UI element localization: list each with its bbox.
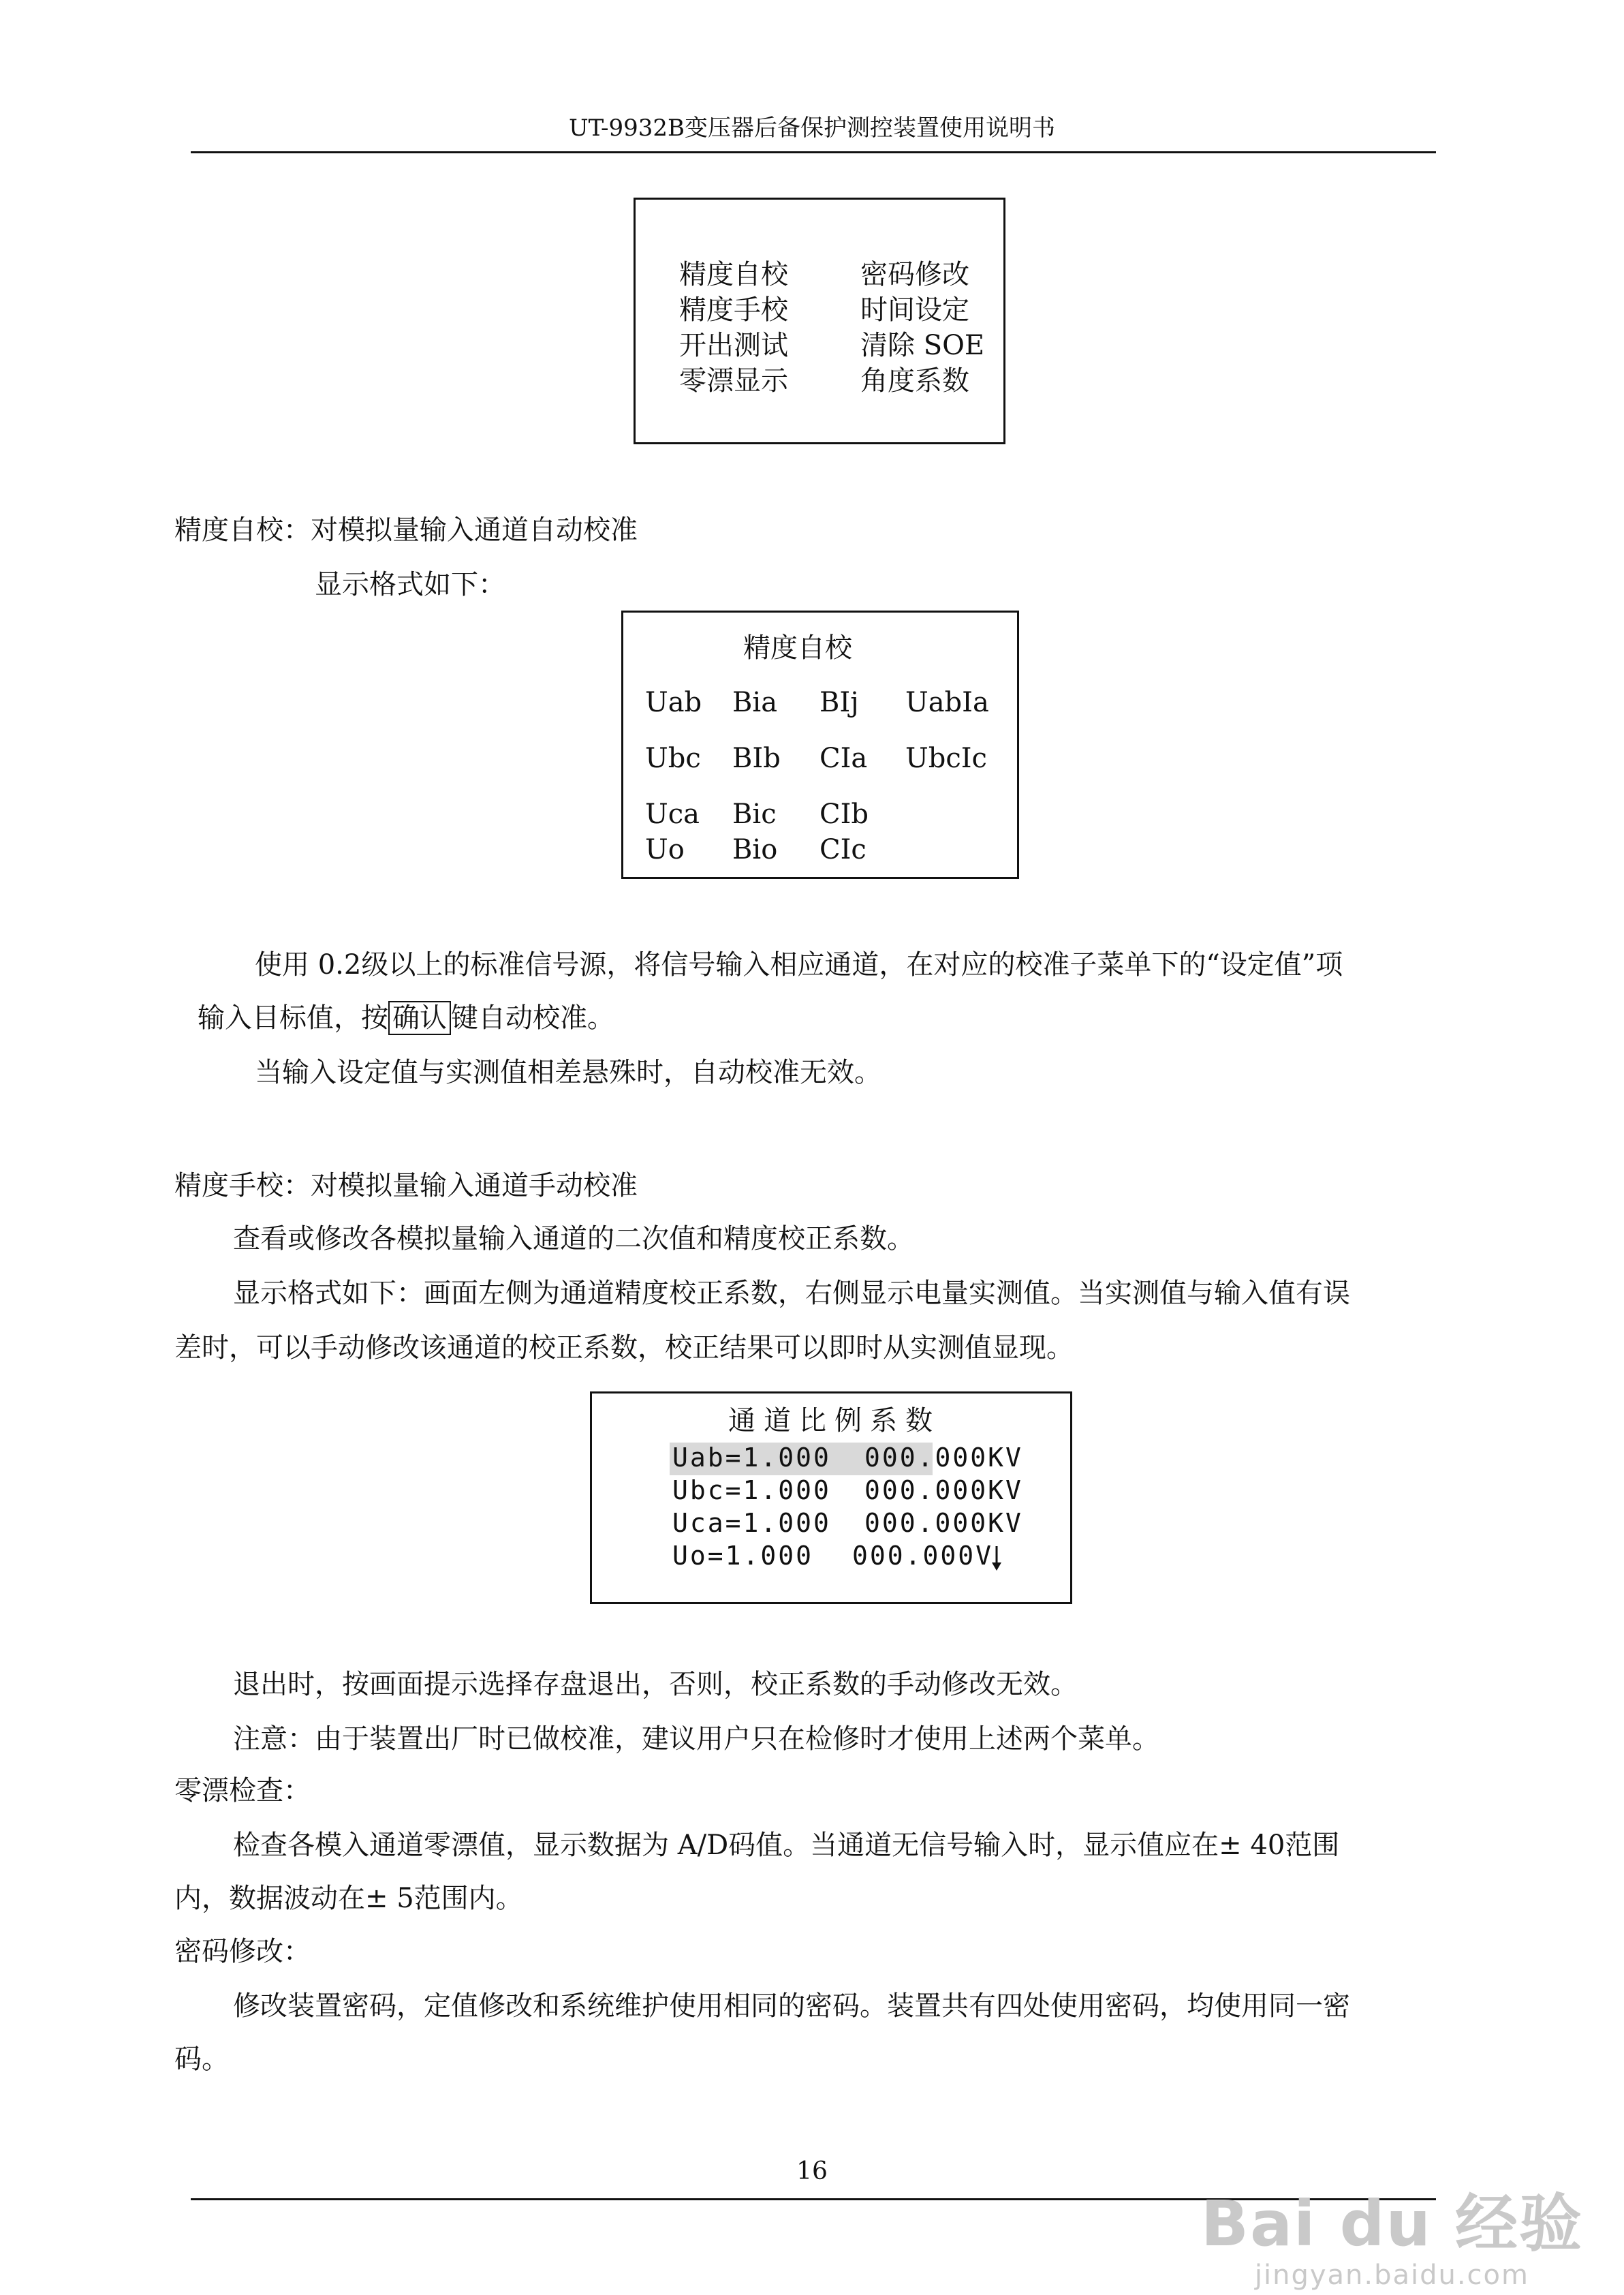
menu-item-precision-manual: 精度手校 [679,294,788,326]
section-password-line2: 码。 [174,2044,229,2075]
auto-cell: Uo [645,834,685,865]
section-zero-line1: 检查各模入通道零漂值，显示数据为 A/D码值。当通道无信号输入时，显示值应在± 40范围 [233,1830,1340,1861]
auto-cell: Uca [645,799,700,830]
auto-cell: CIc [819,834,866,865]
channel-value-ubc: 000.000KV [864,1475,1023,1505]
section-manual-exit-line: 退出时，按画面提示选择存盘退出，否则，校正系数的手动修改无效。 [233,1669,1078,1700]
watermark-logo: Bai du 经验 [1200,2187,1583,2260]
section-auto-heading: 精度自校：对模拟量输入通道自动校准 [174,514,638,546]
channel-coef-uca: Uca=1.000 [672,1508,831,1538]
channel-coef-uo: Uo=1.000 [672,1541,814,1571]
auto-calibration-box [621,611,1019,879]
menu-item-password: 密码修改 [860,259,969,290]
auto-cell: BIb [732,743,781,774]
section-auto-para1-line1: 使用 0.2级以上的标准信号源，将信号输入相应通道，在对应的校准子菜单下的“设定值”项 [255,949,1343,981]
section-zero-line2: 内，数据波动在± 5范围内。 [174,1883,523,1914]
auto-cell: CIa [819,743,868,774]
section-manual-line2: 显示格式如下：画面左侧为通道精度校正系数，右侧显示电量实测值。当实测值与输入值有误 [233,1278,1350,1309]
auto-cell: BIj [819,687,859,718]
auto-cell: Bio [732,834,778,865]
menu-item-precision-auto: 精度自校 [679,259,788,290]
auto-cell: Ubc [645,743,701,774]
menu-item-time-setting: 时间设定 [860,294,969,326]
page-number: 16 [796,2157,828,2185]
channel-ratio-box [590,1391,1072,1604]
section-password-line1: 修改装置密码，定值修改和系统维护使用相同的密码。装置共有四处使用密码，均使用同一密 [233,1990,1350,2022]
channel-value-uab: 000.000KV [864,1443,1023,1473]
section-manual-line3: 差时，可以手动修改该通道的校正系数，校正结果可以即时从实测值显现。 [174,1332,1074,1364]
baidu-jingyan-watermark [1201,2174,1583,2291]
auto-cell: Bia [732,687,778,718]
section-manual-heading: 精度手校：对模拟量输入通道手动校准 [174,1170,638,1201]
document-header-title: UT-9932B变压器后备保护测控装置使用说明书 [569,114,1055,142]
channel-box-title: 通道比例系数 [728,1405,941,1436]
channel-value-uca: 000.000KV [864,1508,1023,1538]
menu-item-clear-soe: 清除 SOE [860,330,985,361]
header-divider [191,151,1436,153]
para1-text-before-key: 输入目标值，按 [198,1002,388,1034]
auto-cell: UabIa [905,687,989,718]
menu-item-zero-drift: 零漂显示 [679,365,788,397]
section-password-heading: 密码修改： [174,1936,311,1967]
channel-coef-ubc: Ubc=1.000 [672,1475,831,1505]
section-zero-heading: 零漂检查： [174,1775,311,1806]
auto-cell: Bic [732,799,777,830]
channel-value-uo: 000.000V [852,1541,994,1571]
auto-cell: UbcIc [905,743,987,774]
menu-box [634,198,1005,444]
confirm-key-label: 确认 [388,1001,451,1035]
para1-text-after-key: 键自动校准。 [451,1002,614,1034]
section-auto-format-line: 显示格式如下： [315,569,505,600]
section-auto-para2: 当输入设定值与实测值相差悬殊时，自动校准无效。 [255,1057,881,1088]
menu-item-angle-coef: 角度系数 [860,365,969,397]
scroll-down-arrow-icon [990,1545,1003,1572]
channel-coef-uab: Uab=1.000 [672,1443,831,1473]
auto-cell: CIb [819,799,869,830]
watermark-url: jingyan.baidu.com [1254,2260,1529,2291]
auto-cell: Uab [645,687,702,718]
menu-item-output-test: 开出测试 [679,330,788,361]
section-auto-para1-line2 [198,1000,614,1036]
section-manual-line1: 查看或修改各模拟量输入通道的二次值和精度校正系数。 [233,1223,914,1254]
section-manual-note-line: 注意：由于装置出厂时已做校准，建议用户只在检修时才使用上述两个菜单。 [233,1723,1159,1755]
auto-box-title: 精度自校 [743,632,852,664]
